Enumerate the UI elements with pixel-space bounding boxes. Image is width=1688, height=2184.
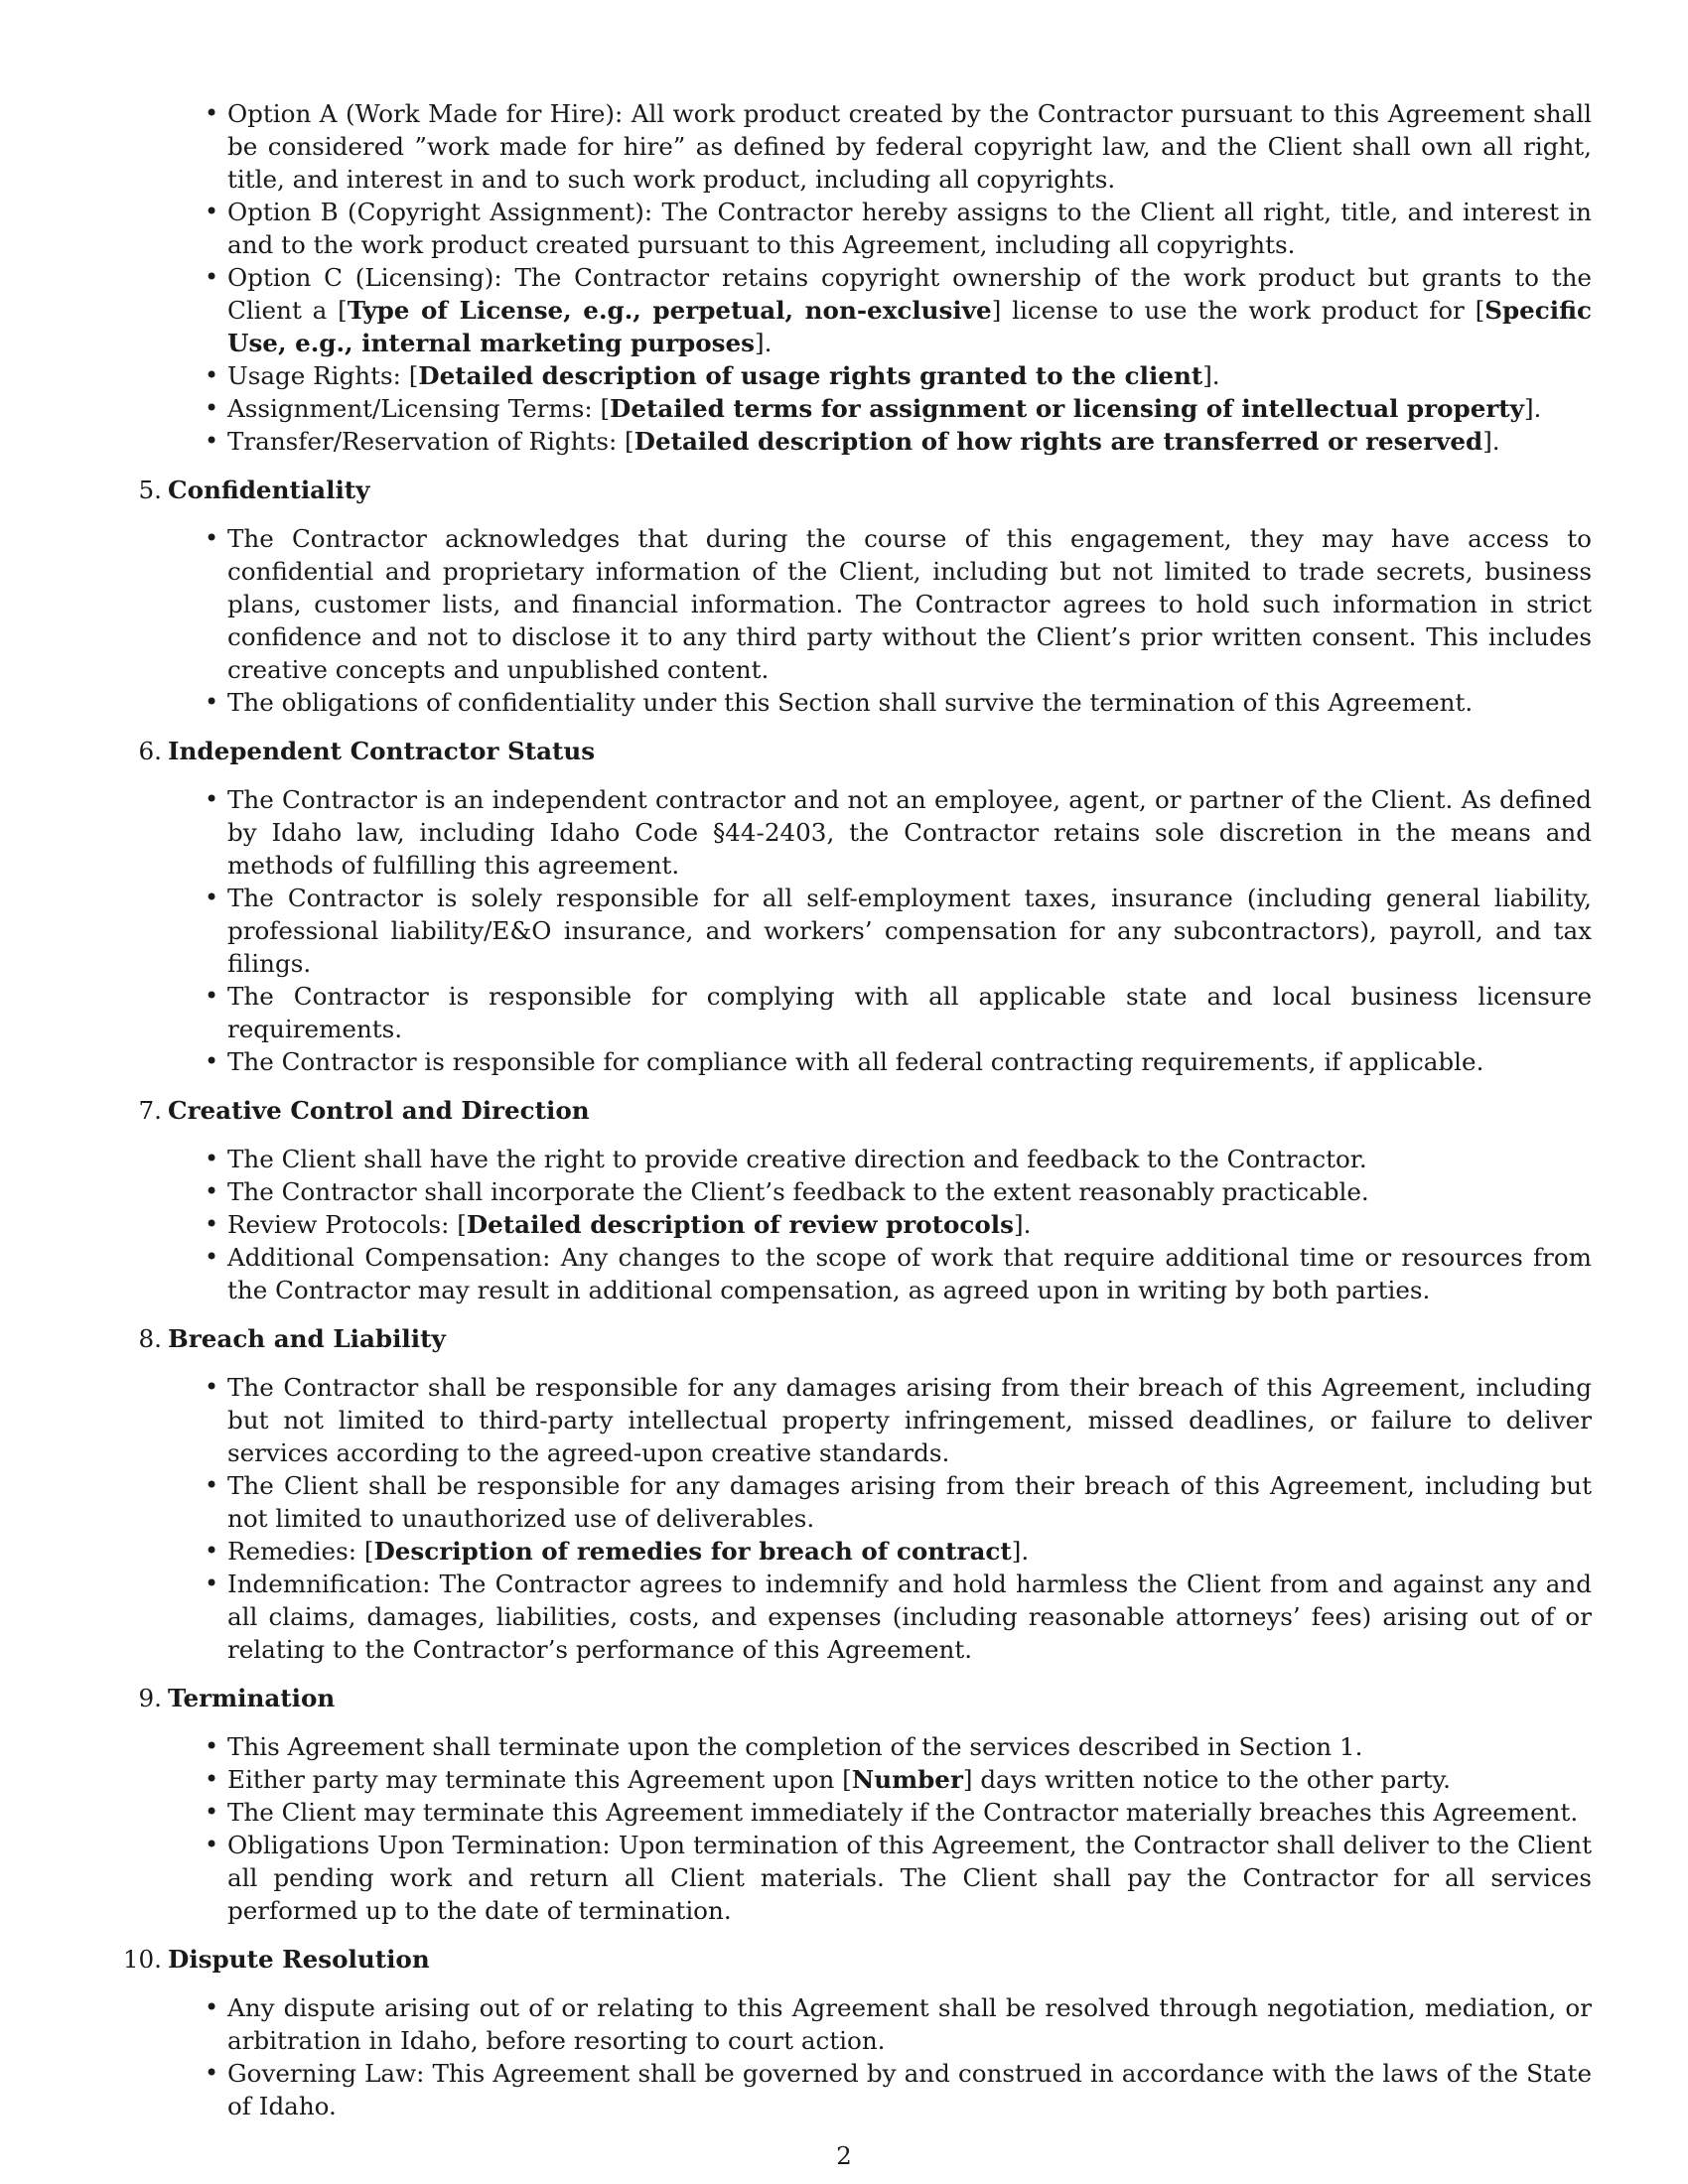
bullet-item <box>227 1469 1592 1535</box>
bullet-item <box>227 1175 1592 1208</box>
section-heading <box>122 1943 1592 1976</box>
section-number: 5. <box>138 476 162 504</box>
section-number: 10. <box>122 1945 162 1974</box>
bullet-item <box>227 1045 1592 1078</box>
page-number: 2 <box>836 2141 852 2170</box>
bullet-item <box>227 686 1592 719</box>
intellectual-property-options-list <box>127 97 1592 458</box>
section-number: 8. <box>138 1324 162 1353</box>
bullet-item <box>227 1568 1592 1666</box>
bullet-item <box>227 1208 1592 1241</box>
section-bullet-list <box>127 1143 1592 1306</box>
bullet-item <box>227 1241 1592 1306</box>
ip-option-item <box>227 425 1592 458</box>
bullet-item <box>227 783 1592 882</box>
bullet-item <box>227 1796 1592 1829</box>
section-heading <box>127 735 1592 767</box>
item-text: ]. <box>1482 427 1500 456</box>
bullet-item <box>227 1763 1592 1796</box>
bullet-item <box>227 980 1592 1045</box>
section-bullet-list <box>127 522 1592 719</box>
placeholder-text: Detailed description of usage rights granted to the client <box>418 361 1203 390</box>
placeholder-text: Detailed terms for assignment or licensing of intellectual property <box>610 394 1524 423</box>
placeholder-text: Type of License, e.g., perpetual, non-exclusive <box>347 296 992 325</box>
bullet-item <box>227 882 1592 980</box>
section-heading <box>127 1322 1592 1355</box>
section-title: Breach and Liability <box>168 1324 446 1353</box>
placeholder-text: Description of remedies for breach of contract <box>373 1537 1012 1566</box>
section-title: Creative Control and Direction <box>168 1096 590 1125</box>
item-text: Option C (Licensing): The Contractor retains copyright ownership of the work product but grants to the Client a [ <box>227 263 1592 325</box>
placeholder-text: Detailed description of review protocols <box>466 1210 1014 1239</box>
bullet-item <box>227 1829 1592 1927</box>
section-number: 7. <box>138 1096 162 1125</box>
section-dispute-resolution <box>122 1943 1592 2122</box>
item-text: Remedies: [ <box>227 1537 374 1566</box>
item-text: The Contractor shall be responsible for any damages arising from their breach of this Agreement, including but not limited to third-party intellectual property infringement, missed deadlines, or failure to deliver services according to the agreed-upon creative standards. <box>227 1373 1592 1467</box>
bullet-item <box>227 1371 1592 1469</box>
section-number: 6. <box>138 737 162 765</box>
item-text: ]. <box>1523 394 1542 423</box>
item-text: ]. <box>755 329 773 357</box>
item-text: Obligations Upon Termination: Upon termination of this Agreement, the Contractor shall deliver to the Client all pending work and return all Client materials. The Client shall pay the Contractor for all services performed up to the date of termination. <box>227 1831 1592 1925</box>
sections-container <box>122 474 1592 2122</box>
section-bullet-list <box>127 783 1592 1078</box>
item-text: This Agreement shall terminate upon the completion of the services described in Section 1. <box>227 1732 1363 1761</box>
item-text: Additional Compensation: Any changes to the scope of work that require additional time or resources from the Contractor may result in additional compensation, as agreed upon in writing by both parties. <box>227 1243 1592 1304</box>
ip-option-item <box>227 97 1592 196</box>
bullet-item <box>227 2057 1592 2122</box>
bullet-item <box>227 1143 1592 1175</box>
item-text: ]. <box>1202 361 1220 390</box>
section-creative-control-and-direction <box>127 1094 1592 1306</box>
section-title: Termination <box>168 1684 336 1712</box>
section-termination <box>127 1682 1592 1927</box>
section-title: Independent Contractor Status <box>168 737 596 765</box>
item-text: Usage Rights: [ <box>227 361 419 390</box>
item-text: The Contractor acknowledges that during the course of this engagement, they may have access to confidential and proprietary information of the Client, including but not limited to trade secrets, business plans, customer lists, and financial information. The Contractor agrees to hold such information in strict confidence and not to disclose it to any third party without the Client’s prior written consent. This includes creative concepts and unpublished content. <box>227 524 1592 684</box>
item-text: The Contractor is responsible for compliance with all federal contracting requirements, if applicable. <box>227 1047 1484 1076</box>
section-breach-and-liability <box>127 1322 1592 1666</box>
placeholder-text: Specific Use, e.g., internal marketing purposes <box>227 296 1592 357</box>
item-text: ] license to use the work product for [ <box>991 296 1485 325</box>
ip-option-item <box>227 196 1592 261</box>
item-text: Assignment/Licensing Terms: [ <box>227 394 611 423</box>
item-text: ]. <box>1013 1210 1032 1239</box>
section-bullet-list <box>127 1371 1592 1666</box>
item-text: The Client may terminate this Agreement immediately if the Contractor materially breaches this Agreement. <box>227 1798 1579 1827</box>
section-bullet-list <box>127 1991 1592 2122</box>
bullet-item <box>227 1730 1592 1763</box>
ip-option-item <box>227 359 1592 392</box>
item-text: Option A (Work Made for Hire): All work product created by the Contractor pursuant to this Agreement shall be considered ”work made for hire” as defined by federal copyright law, and the Client shall own all right, title, and interest in and to such work product, including all copyrights. <box>227 99 1592 194</box>
item-text: Governing Law: This Agreement shall be governed by and construed in accordance with the laws of the State of Idaho. <box>227 2059 1592 2120</box>
placeholder-text: Number <box>851 1765 963 1794</box>
bullet-item <box>227 522 1592 686</box>
item-text: The Contractor shall incorporate the Client’s feedback to the extent reasonably practicable. <box>227 1177 1369 1206</box>
item-text: Any dispute arising out of or relating to this Agreement shall be resolved through negotiation, mediation, or arbitration in Idaho, before resorting to court action. <box>227 1993 1592 2055</box>
section-heading <box>127 1094 1592 1127</box>
ip-option-item <box>227 261 1592 359</box>
item-text: Indemnification: The Contractor agrees to indemnify and hold harmless the Client from and against any and all claims, damages, liabilities, costs, and expenses (including reasonable attorneys’ fees) arising out of or relating to the Contractor’s performance of this Agreement. <box>227 1570 1592 1664</box>
item-text: The obligations of confidentiality under this Section shall survive the termination of this Agreement. <box>227 688 1474 717</box>
item-text: Option B (Copyright Assignment): The Contractor hereby assigns to the Client all right, title, and interest in and to the work product created pursuant to this Agreement, including all copyrights. <box>227 198 1592 259</box>
item-text: Either party may terminate this Agreement upon [ <box>227 1765 852 1794</box>
item-text: Transfer/Reservation of Rights: [ <box>227 427 634 456</box>
section-bullet-list <box>127 1730 1592 1927</box>
bullet-item <box>227 1991 1592 2057</box>
placeholder-text: Detailed description of how rights are transferred or reserved <box>633 427 1483 456</box>
section-heading <box>127 474 1592 506</box>
item-text: Review Protocols: [ <box>227 1210 467 1239</box>
bullet-item <box>227 1535 1592 1568</box>
section-independent-contractor-status <box>127 735 1592 1078</box>
document-body <box>122 97 1592 2122</box>
section-confidentiality <box>127 474 1592 719</box>
section-title: Confidentiality <box>168 476 370 504</box>
section-heading <box>127 1682 1592 1714</box>
item-text: The Contractor is solely responsible for all self-employment taxes, insurance (including general liability, professional liability/E&O insurance, and workers’ compensation for any subcontractors), payroll, and tax filings. <box>227 884 1592 978</box>
section-number: 9. <box>138 1684 162 1712</box>
item-text: The Client shall be responsible for any damages arising from their breach of this Agreement, including but not limited to unauthorized use of deliverables. <box>227 1471 1592 1533</box>
item-text: The Client shall have the right to provide creative direction and feedback to the Contractor. <box>227 1145 1367 1173</box>
ip-option-item <box>227 392 1592 425</box>
item-text: The Contractor is responsible for complying with all applicable state and local business licensure requirements. <box>227 982 1592 1043</box>
item-text: The Contractor is an independent contractor and not an employee, agent, or partner of the Client. As defined by Idaho law, including Idaho Code §44-2403, the Contractor retains sole discretion in the means and methods of fulfilling this agreement. <box>227 785 1592 880</box>
item-text: ] days written notice to the other party. <box>962 1765 1451 1794</box>
item-text: ]. <box>1011 1537 1030 1566</box>
section-title: Dispute Resolution <box>168 1945 430 1974</box>
